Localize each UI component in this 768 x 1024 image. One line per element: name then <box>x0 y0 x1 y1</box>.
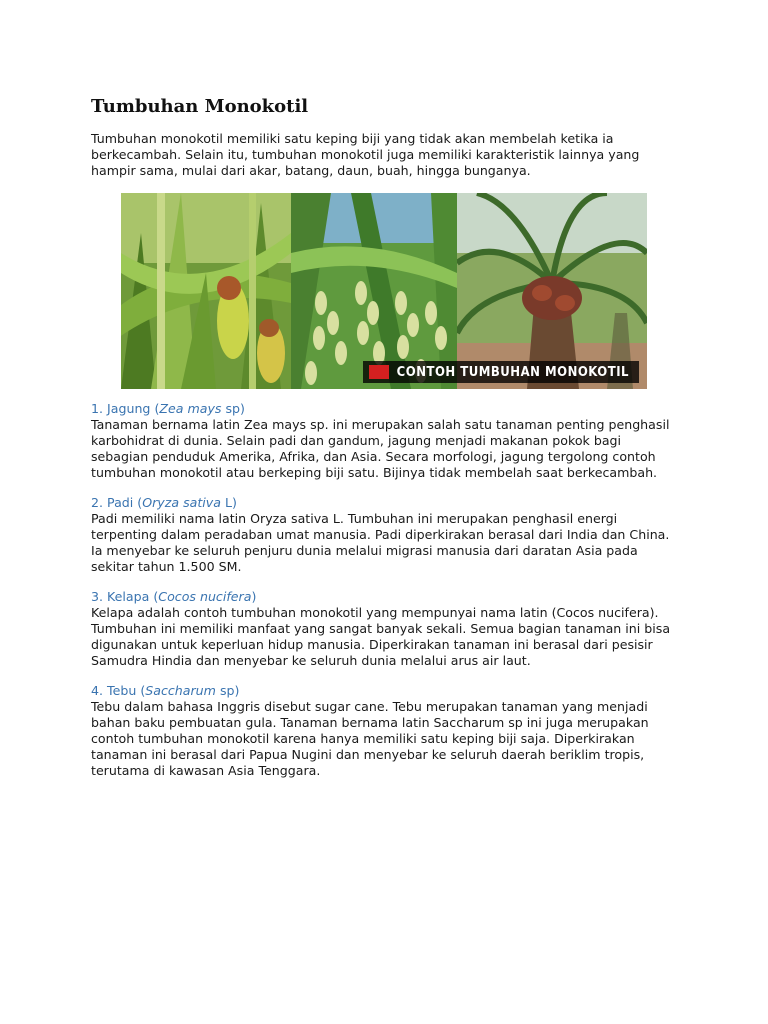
section-body: Kelapa adalah contoh tumbuhan monokotil yang mempunyai nama latin (Cocos nucifera). Tumbuhan ini memiliki manfaat yang sangat banyak sekali. Semua bagian tanaman ini bisa digunakan untuk keperluan hidup manusia. Diperkirakan tanaman ini berasal dari pesisir Samudra Hindia dan menyebar ke seluruh dunia melalui arus air laut. <box>91 605 671 668</box>
section-jagung <box>91 401 681 481</box>
section-tebu <box>91 683 681 779</box>
jagung-photo <box>121 193 291 389</box>
section-heading: 3. Kelapa (Cocos nucifera) <box>91 589 257 604</box>
intro-paragraph: Tumbuhan monokotil memiliki satu keping biji yang tidak akan membelah ketika ia berkecambah. Selain itu, tumbuhan monokotil juga memiliki karakteristik lainnya yang hampir sama, mulai dari akar, batang, daun, buah, hingga bunganya. <box>91 131 640 178</box>
section-heading: 1. Jagung (Zea mays sp) <box>91 401 245 416</box>
kelapa-sawit-photo <box>457 193 647 389</box>
section-heading: 4. Tebu (Saccharum sp) <box>91 683 240 698</box>
monocot-examples-figure <box>121 193 647 389</box>
section-padi <box>91 495 681 575</box>
figure-caption: CONTOH TUMBUHAN MONOKOTIL <box>396 364 629 380</box>
section-body: Tanaman bernama latin Zea mays sp. ini merupakan salah satu tanaman penting penghasil karbohidrat di dunia. Selain padi dan gandum, jagung menjadi makanan pokok bagi sebagian penduduk Amerika, Afrika, dan Asia. Secara morfologi, jagung tergolong contoh tumbuhan monokotil atau berkeping biji satu. Bijinya tidak membelah saat berkecambah. <box>91 417 670 480</box>
section-body: Padi memiliki nama latin Oryza sativa L. Tumbuhan ini merupakan penghasil energi terpenting dalam peradaban umat manusia. Padi diperkirakan berasal dari India dan China. Ia menyebar ke seluruh penjuru dunia melalui migrasi manusia dari daratan Asia pada sekitar tahun 1.500 SM. <box>91 511 670 574</box>
figure-caption-bar <box>363 361 639 383</box>
padi-photo <box>291 193 457 389</box>
caption-marker <box>369 365 389 379</box>
section-heading: 2. Padi (Oryza sativa L) <box>91 495 237 510</box>
section-kelapa <box>91 589 681 669</box>
document-page <box>91 95 681 793</box>
section-body: Tebu dalam bahasa Inggris disebut sugar cane. Tebu merupakan tanaman yang menjadi bahan baku pembuatan gula. Tanaman bernama latin Saccharum sp ini juga merupakan contoh tumbuhan monokotil karena hanya memiliki satu keping biji saja. Diperkirakan tanaman ini berasal dari Papua Nugini dan menyebar ke seluruh daerah beriklim tropis, terutama di kawasan Asia Tenggara. <box>91 699 649 778</box>
document-title: Tumbuhan Monokotil <box>91 96 309 117</box>
